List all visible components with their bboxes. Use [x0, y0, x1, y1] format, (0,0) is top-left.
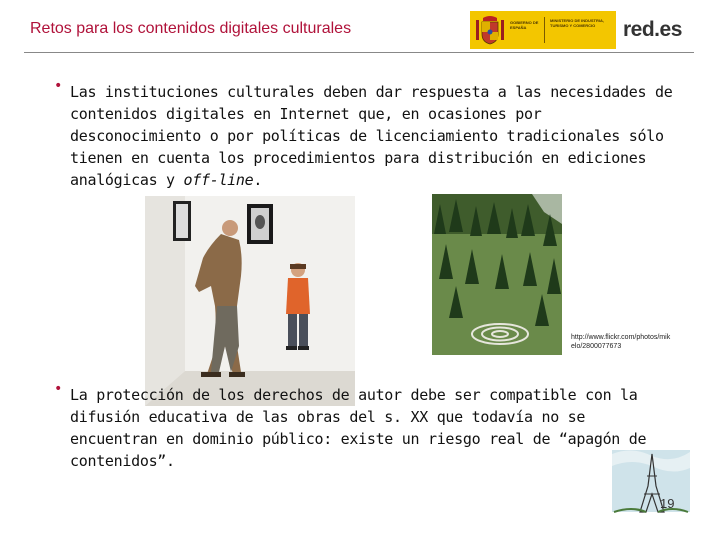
ministry-logo-text: MINISTERIO DE INDUSTRIA, TURISMO Y COMERCIO — [550, 18, 605, 28]
museum-photo — [145, 196, 355, 406]
title-divider — [24, 52, 694, 53]
coat-of-arms-icon — [474, 14, 506, 46]
bullet-dot-icon: • — [54, 78, 63, 94]
bullet-text: Las instituciones culturales deben dar respuesta a las necesidades de contenidos digitales en Internet que, en ocasiones por desconocimiento o por políticas de licenciamiento tradicionales sólo tienen en cuenta los procedimientos para distribución en ediciones analógicas y off-line. — [70, 83, 673, 189]
gobierno-espana-logo — [470, 11, 616, 49]
bullet-dot-icon: • — [54, 381, 63, 397]
photo-caption: http://www.flickr.com/photos/mikelo/2800077673 — [571, 334, 671, 350]
bullet-text: La protección de los derechos de autor debe ser compatible con la difusión educativa de las obras del s. XX que todavía no se encuentran en dominio público: existe un riesgo real de “apagón de contenidos”. — [70, 386, 647, 470]
slide-title: Retos para los contenidos digitales culturales — [30, 20, 352, 37]
gov-logo-text: GOBIERNO DE ESPAÑA — [510, 20, 539, 30]
forest-landart-photo — [432, 194, 562, 355]
page-number: 19 — [660, 496, 675, 511]
bullet-item — [54, 78, 679, 191]
redes-logo: red.es — [623, 18, 682, 41]
gov-logo-divider — [544, 17, 545, 43]
bullet-item — [54, 381, 679, 472]
eiffel-tower-icon — [612, 446, 690, 520]
